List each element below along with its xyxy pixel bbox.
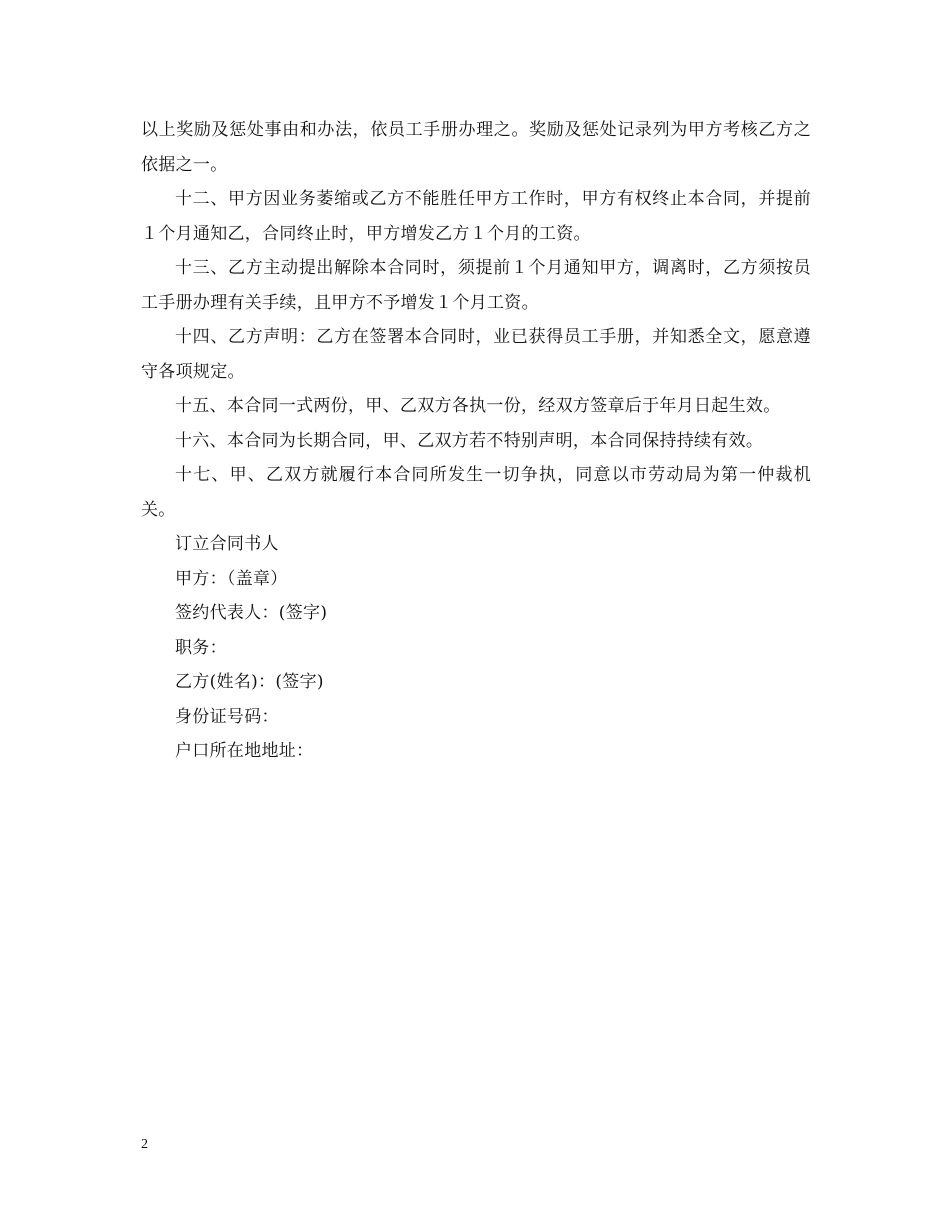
page-number: 2 <box>141 1137 148 1152</box>
paragraph-clause-13: 十三、乙方主动提出解除本合同时，须提前１个月通知甲方，调离时，乙方须按员工手册办理有关手续，且甲方不予增发１个月工资。 <box>141 258 811 313</box>
signature-block <box>141 527 811 769</box>
signature-position: 职务： <box>175 637 227 658</box>
signature-heading: 订立合同书人 <box>175 534 279 554</box>
paragraph-clause-14: 十四、乙方声明：乙方在签署本合同时，业已获得员工手册，并知悉全文，愿意遵守各项规定。 <box>141 327 811 382</box>
document-body <box>141 113 811 769</box>
signature-representative: 签约代表人：(签字) <box>175 603 328 623</box>
paragraph-rewards-penalties: 以上奖励及惩处事由和办法，依员工手册办理之。奖励及惩处记录列为甲方考核乙方之依据之一。 <box>141 120 811 175</box>
paragraph-clause-16: 十六、本合同为长期合同，甲、乙双方若不特别声明，本合同保持持续有效。 <box>175 430 764 451</box>
signature-party-b: 乙方(姓名)：(签字) <box>175 672 324 692</box>
signature-household-address: 户口所在地地址： <box>175 741 314 761</box>
signature-id-number: 身份证号码： <box>175 706 279 727</box>
paragraph-clause-17: 十七、甲、乙双方就履行本合同所发生一切争执，同意以市劳动局为第一仲裁机关。 <box>141 465 811 520</box>
paragraph-clause-12: 十二、甲方因业务萎缩或乙方不能胜任甲方工作时，甲方有权终止本合同，并提前１个月通知乙，合同终止时，甲方增发乙方１个月的工资。 <box>141 189 811 244</box>
paragraph-clause-15: 十五、本合同一式两份，甲、乙双方各执一份，经双方签章后于年月日起生效。 <box>175 396 781 416</box>
signature-party-a: 甲方：（盖章） <box>175 568 288 589</box>
